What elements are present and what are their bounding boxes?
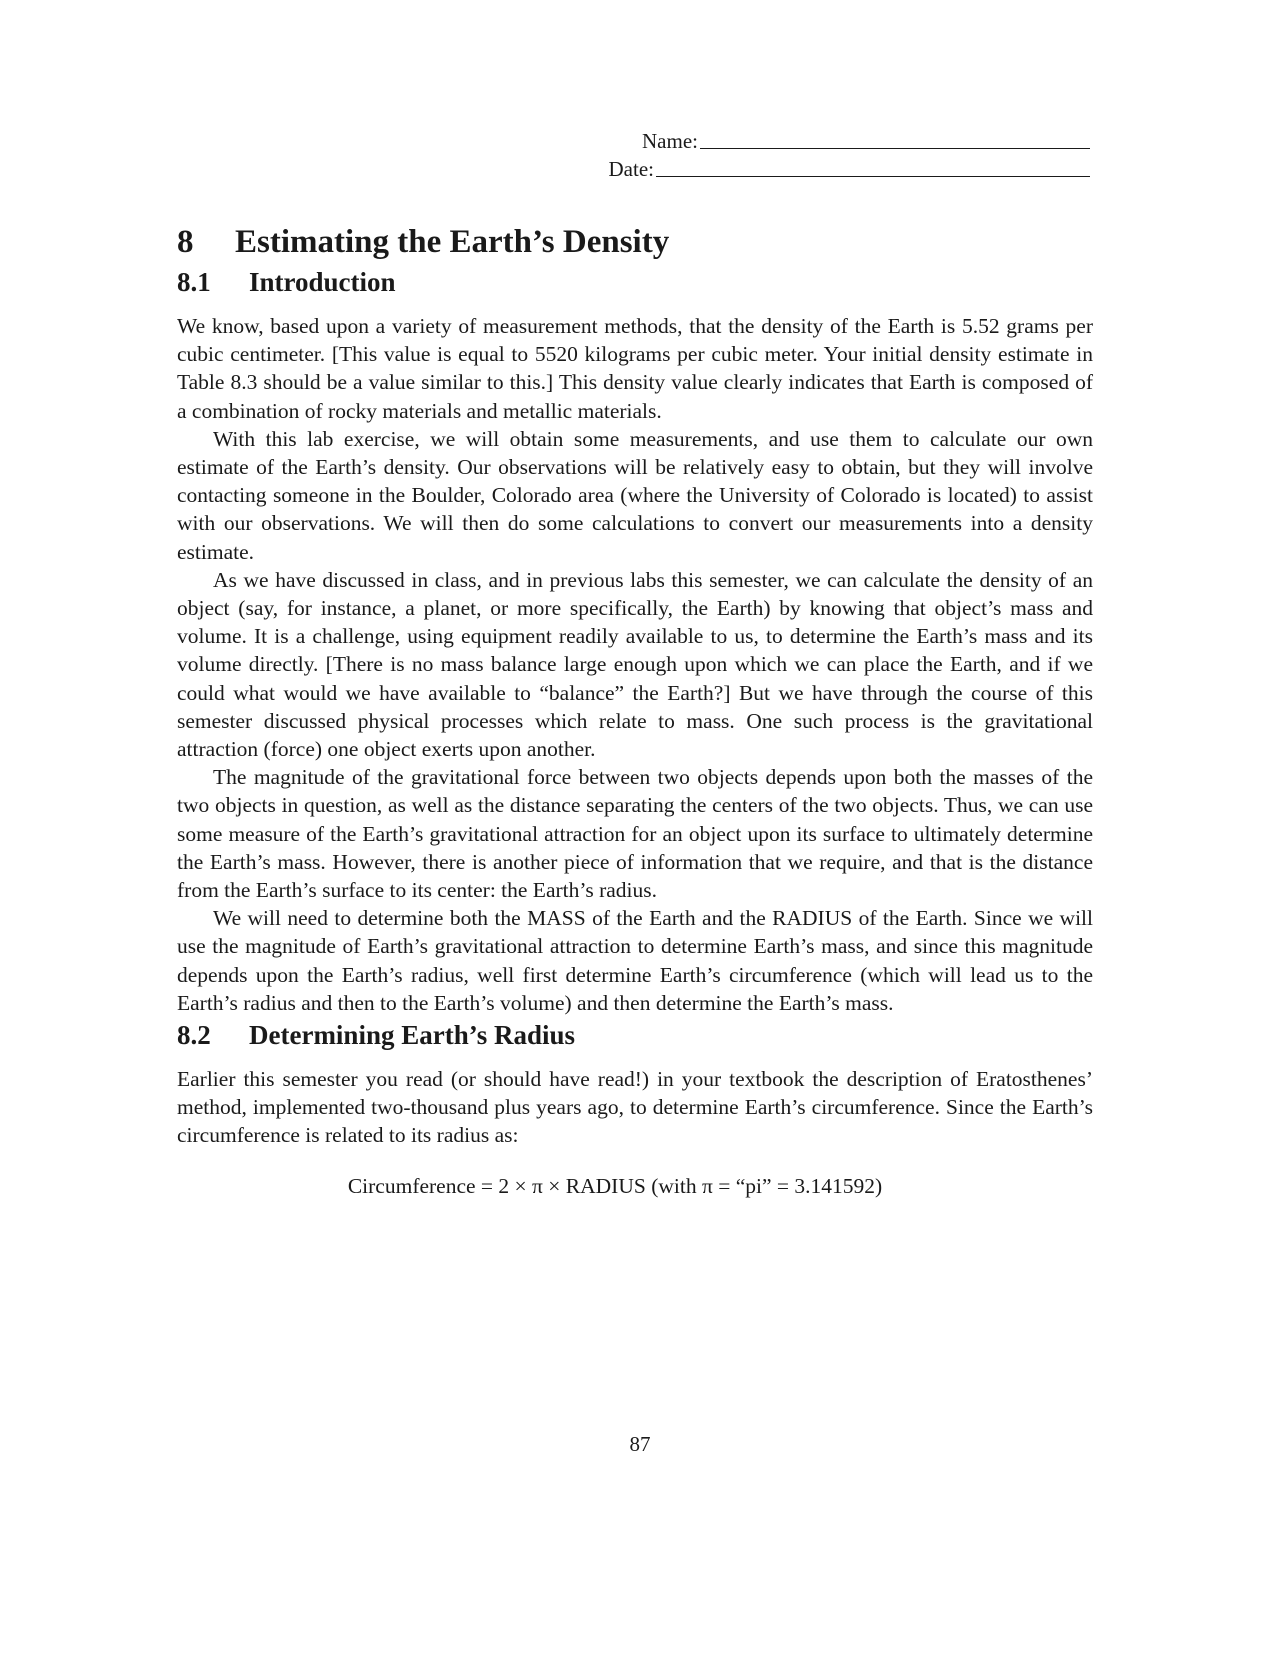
section-number: 8.1 bbox=[177, 267, 211, 297]
chapter-heading bbox=[177, 220, 1093, 264]
section-heading-introduction bbox=[177, 264, 1093, 300]
main-content bbox=[177, 220, 1093, 1200]
section-title: Determining Earth’s Radius bbox=[249, 1020, 576, 1051]
chapter-title: Estimating the Earth’s Density bbox=[235, 224, 670, 260]
name-blank-line bbox=[700, 148, 1090, 149]
intro-paragraph-4: The magnitude of the gravitational force between two objects depends upon both the masses of the two objects in question, as well as the distance separating the centers of the two objects. Thus, we can use some measure of the Earth’s gravitational attraction for an object upon its surface to ultimately determine the Earth’s mass. However, there is another piece of information that we require, and that is the distance from the Earth’s surface to its center: the Earth’s radius. bbox=[177, 765, 1093, 903]
intro-paragraph-2: With this lab exercise, we will obtain some measurements, and use them to calculate our own estimate of the Earth’s density. Our observations will be relatively easy to obtain, but they will involve contacting someone in the Boulder, Colorado area (where the University of Colorado is located) to assist with our observations. We will then do some calculations to convert our measurements into a density estimate. bbox=[177, 426, 1093, 564]
radius-paragraph: Earlier this semester you read (or should have read!) in your textbook the description of Eratosthenes’ method, implemented two-thousand plus years ago, to determine Earth’s circumference. Since the Earth’s circumference is related to its radius as: bbox=[177, 1067, 1093, 1148]
page-number: 87 bbox=[629, 1432, 651, 1456]
date-label: Date: bbox=[608, 157, 654, 181]
header-fields bbox=[590, 126, 1090, 182]
intro-paragraph-5: We will need to determine both the MASS of the Earth and the RADIUS of the Earth. Since we will use the magnitude of Earth’s gravitational attraction to determine Earth’s mass, and since this magnitude depends upon the Earth’s radius, well first determine Earth’s circumference (which will lead us to the Earth’s radius and then to the Earth’s volume) and then determine the Earth’s mass. bbox=[177, 906, 1093, 1015]
name-field-row bbox=[590, 126, 1090, 154]
circumference-equation: Circumference = 2 × π × RADIUS (with π = “pi” = 3.141592) bbox=[347, 1173, 883, 1198]
name-label: Name: bbox=[642, 129, 698, 153]
section-number: 8.2 bbox=[177, 1020, 211, 1051]
chapter-number: 8 bbox=[177, 224, 194, 260]
section-title: Introduction bbox=[249, 267, 396, 297]
intro-paragraph-3: As we have discussed in class, and in previous labs this semester, we can calculate the density of an object (say, for instance, a planet, or more specifically, the Earth) by knowing that object’s mass and volume. It is a challenge, using equipment readily available to us, to determine the Earth’s mass and its volume directly. [There is no mass balance large enough upon which we can place the Earth, and if we could what would we have available to “balance” the Earth?] But we have through the course of this semester discussed physical processes which relate to mass. One such process is the gravitational attraction (force) one object exerts upon another. bbox=[177, 567, 1093, 762]
section-heading-radius bbox=[177, 1017, 1093, 1053]
date-blank-line bbox=[656, 176, 1090, 177]
intro-paragraph-1: We know, based upon a variety of measurement methods, that the density of the Earth is 5.52 grams per cubic centimeter. [This value is equal to 5520 kilograms per cubic meter. Your initial density estimate in Table 8.3 should be a value similar to this.] This density value clearly indicates that Earth is composed of a combination of rocky materials and metallic materials. bbox=[177, 314, 1093, 423]
date-field-row bbox=[590, 154, 1090, 182]
